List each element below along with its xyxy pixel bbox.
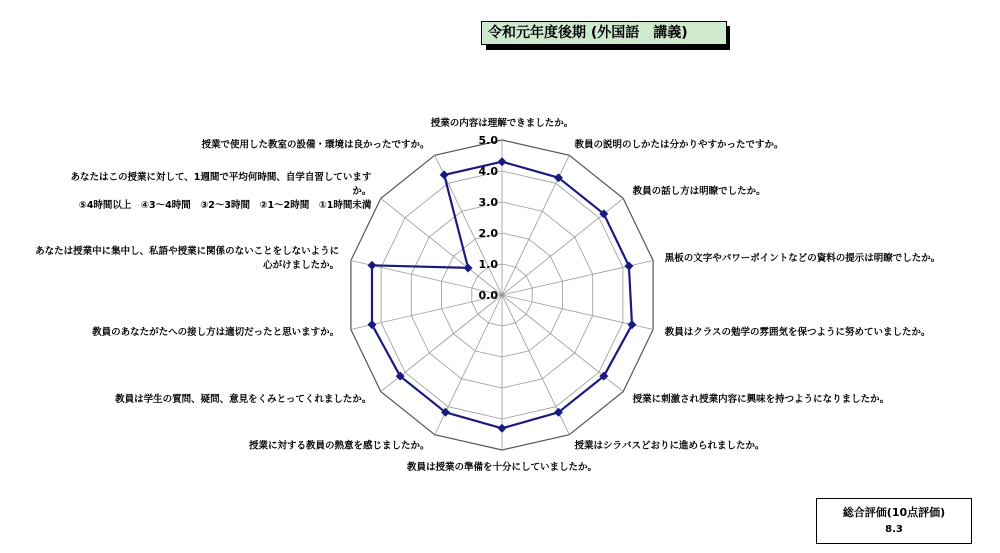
category-label-1: 教員の説明のしかたは分かりやすかったですか。	[574, 139, 784, 151]
tick-label-4: 4.0	[478, 165, 498, 178]
overall-rating-label: 総合評価(10点評価)	[842, 506, 946, 519]
tick-label-0: 0.0	[478, 289, 498, 302]
data-point-10	[368, 320, 377, 329]
category-label-12: あなたはこの授業に対して、1週間で平均何時間、自学自習していますか。 ⑤4時間以上 ④3～4時間 ③2～3時間 ②1～2時間 ①1時間未満	[70, 171, 372, 211]
category-label-3: 黒板の文字やパワーポイントなどの資料の提示は明瞭でしたか。	[664, 252, 941, 264]
category-label-6: 授業はシラバスどおりに進められましたか。	[574, 440, 765, 452]
data-point-11	[368, 261, 377, 270]
data-point-12	[464, 263, 473, 272]
overall-rating-value: 8.3	[885, 524, 903, 535]
category-label-5: 授業に刺激され授業内容に興味を持つようになりましたか。	[632, 394, 890, 406]
tick-label-3: 3.0	[478, 196, 498, 209]
tick-label-1: 1.0	[478, 258, 498, 271]
data-point-3	[624, 262, 633, 271]
category-label-8: 授業に対する教員の熱意を感じましたか。	[248, 440, 430, 452]
tick-label-2: 2.0	[478, 227, 498, 240]
category-label-9: 教員は学生の質問、疑問、意見をくみとってくれましたか。	[115, 394, 372, 406]
data-point-13	[440, 170, 449, 179]
overall-rating-box	[816, 498, 972, 544]
category-label-10: 教員のあなたがたへの接し方は適切だったと思いますか。	[92, 327, 340, 339]
category-label-7: 教員は授業の準備を十分にしていましたか。	[406, 462, 598, 473]
radial-tick-labels	[479, 134, 499, 302]
category-label-2: 教員の話し方は明瞭でしたか。	[632, 185, 766, 197]
data-point-7	[498, 424, 507, 433]
category-label-4: 教員はクラスの勉学の雰囲気を保つように努めていましたか。	[664, 327, 931, 339]
category-label-0: 授業の内容は理解できましたか。	[430, 118, 574, 129]
chart-title: 令和元年度後期 (外国語 講義)	[481, 21, 727, 45]
data-point-4	[627, 320, 636, 329]
category-label-11: あなたは授業中に集中し、私語や授業に関係のないことをしないように心がけましたか。	[35, 245, 340, 271]
data-point-0	[498, 157, 507, 166]
radar-grid	[351, 140, 653, 450]
category-label-13: 授業で使用した教室の設備・環境は良かったですか。	[201, 139, 430, 151]
tick-label-5: 5.0	[478, 134, 498, 147]
spoke-12	[381, 198, 502, 295]
